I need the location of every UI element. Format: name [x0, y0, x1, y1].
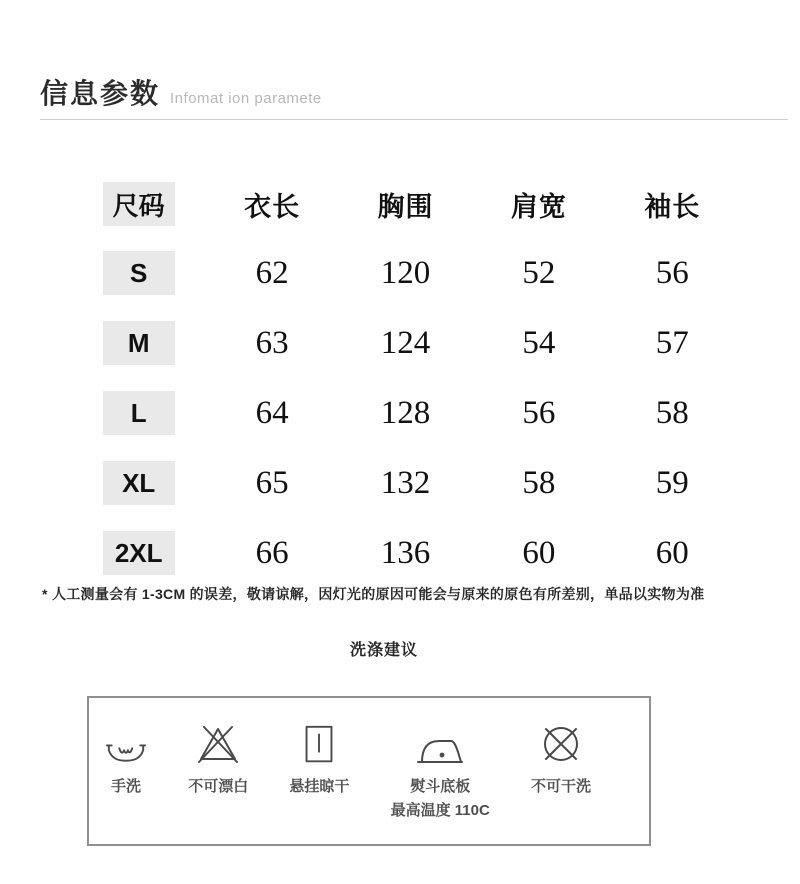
care-label: 悬挂晾干	[289, 778, 350, 795]
measurement-disclaimer: * 人工测量会有 1-3CM 的误差，敬请谅解，因灯光的原因可能会与原来的原色有所差别，单品以实物为准	[42, 586, 705, 602]
care-item-hand-wash	[105, 718, 147, 844]
page-subtitle: Infomat ion paramete	[170, 90, 322, 107]
size-value: 57	[655, 324, 689, 361]
size-value: 124	[380, 324, 431, 361]
care-item-do-not-bleach	[188, 718, 248, 844]
hang-dry-icon	[296, 718, 342, 768]
column-header-shoulder: 肩宽	[510, 191, 567, 222]
hand-wash-icon	[105, 718, 147, 768]
size-value: 59	[655, 464, 689, 501]
column-header-size: 尺码	[103, 182, 175, 226]
table-row	[72, 308, 739, 378]
size-label: S	[103, 251, 175, 295]
size-value: 56	[655, 254, 689, 291]
size-value: 54	[522, 324, 556, 361]
size-value: 128	[380, 394, 431, 431]
table-row	[72, 238, 739, 308]
size-value: 58	[655, 394, 689, 431]
size-value: 64	[255, 394, 289, 431]
size-value: 56	[522, 394, 556, 431]
table-row	[72, 448, 739, 518]
size-value: 52	[522, 254, 556, 291]
size-value: 120	[380, 254, 431, 291]
size-value: 62	[255, 254, 289, 291]
table-row	[72, 378, 739, 448]
size-table	[72, 170, 739, 588]
size-value: 60	[522, 534, 556, 571]
iron-max-110c-icon	[415, 718, 465, 768]
page-header	[40, 72, 788, 120]
header-divider	[40, 119, 788, 120]
size-value: 66	[255, 534, 289, 571]
size-label: M	[103, 321, 175, 365]
size-value: 63	[255, 324, 289, 361]
do-not-bleach-icon	[194, 718, 242, 768]
size-label: XL	[103, 461, 175, 505]
care-label: 不可干洗	[530, 778, 591, 795]
column-header-sleeve: 袖长	[644, 191, 701, 222]
care-item-hang-dry	[289, 718, 349, 844]
care-label: 手洗	[110, 778, 141, 795]
size-value: 132	[380, 464, 431, 501]
column-header-garment-length: 衣长	[244, 191, 301, 222]
do-not-dryclean-icon	[537, 718, 585, 768]
size-value: 136	[380, 534, 431, 571]
size-label: L	[103, 391, 175, 435]
table-row	[72, 518, 739, 588]
care-item-iron	[391, 718, 490, 844]
care-label: 熨斗底板	[410, 778, 471, 795]
size-value: 65	[255, 464, 289, 501]
care-label-temp: 最高温度 110C	[390, 802, 490, 819]
care-section-title: 洗涤建议	[349, 642, 418, 659]
care-label: 不可漂白	[188, 778, 249, 795]
column-header-bust: 胸围	[377, 191, 434, 222]
care-item-do-not-dryclean	[531, 718, 591, 844]
care-instructions-box	[87, 696, 651, 846]
size-label: 2XL	[103, 531, 175, 575]
size-value: 60	[655, 534, 689, 571]
size-value: 58	[522, 464, 556, 501]
page-title: 信息参数	[40, 78, 161, 109]
size-table-header-row	[72, 170, 739, 238]
